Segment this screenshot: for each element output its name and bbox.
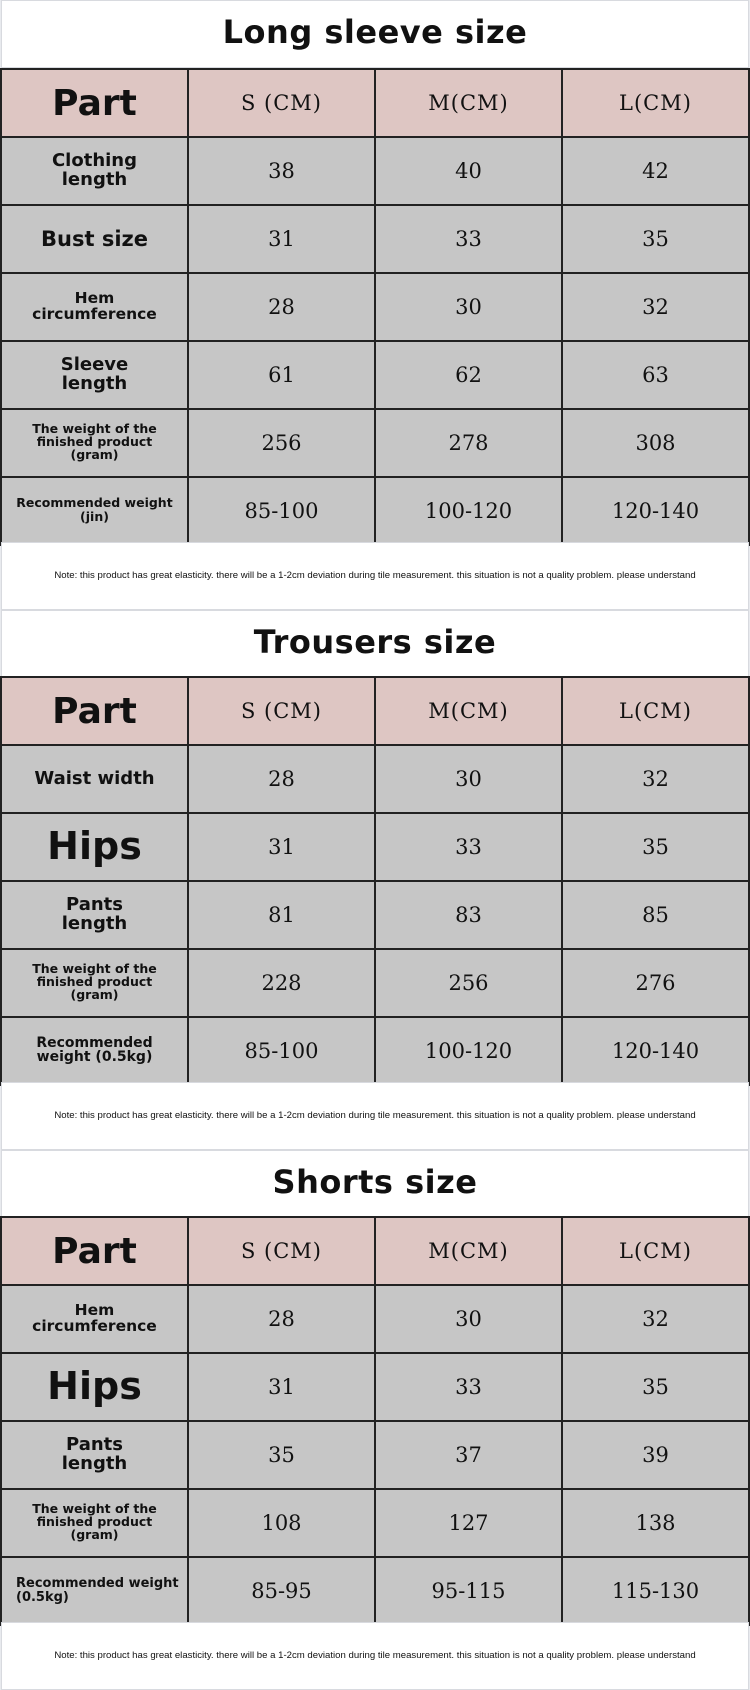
table-row [1,949,749,1017]
header-size-m: M(CM) [375,69,562,137]
value-s: 85-100 [188,1017,375,1085]
row-label: Sleeve length [1,341,188,409]
long-sleeve-size-table [0,68,750,546]
value-m: 33 [375,1353,562,1421]
value-s: 256 [188,409,375,477]
header-size-s: S (CM) [188,1217,375,1285]
table-row [1,1421,749,1489]
row-label: The weight of the finished product (gram) [1,409,188,477]
value-s: 31 [188,205,375,273]
value-l: 35 [562,813,749,881]
table-row [1,881,749,949]
elasticity-note: Note: this product has great elasticity. there will be a 1-2cm deviation during tile measurement. this situation is not a quality problem. please understand [54,570,696,581]
table-row [1,205,749,273]
value-m: 30 [375,1285,562,1353]
row-label: Recommended weight (jin) [1,477,188,545]
value-s: 35 [188,1421,375,1489]
value-l: 32 [562,1285,749,1353]
table-header-row [1,677,749,745]
value-s: 81 [188,881,375,949]
table-row [1,137,749,205]
header-size-m: M(CM) [375,1217,562,1285]
value-s: 28 [188,273,375,341]
value-l: 32 [562,745,749,813]
value-m: 83 [375,881,562,949]
row-label: Hem circumference [1,1285,188,1353]
value-s: 28 [188,1285,375,1353]
elasticity-note: Note: this product has great elasticity. there will be a 1-2cm deviation during tile measurement. this situation is not a quality problem. please understand [54,1110,696,1121]
header-size-l: L(CM) [562,677,749,745]
trousers-title: Trousers size [253,623,497,661]
table-header-row [1,69,749,137]
table-row [1,409,749,477]
shorts-title: Shorts size [272,1163,478,1201]
value-l: 39 [562,1421,749,1489]
value-m: 37 [375,1421,562,1489]
value-m: 40 [375,137,562,205]
row-label: Recommended weight (0.5kg) [1,1557,188,1625]
value-l: 63 [562,341,749,409]
value-s: 31 [188,1353,375,1421]
value-s: 28 [188,745,375,813]
row-label: Pants length [1,1421,188,1489]
header-size-m: M(CM) [375,677,562,745]
value-m: 33 [375,813,562,881]
table-row [1,745,749,813]
row-label: Pants length [1,881,188,949]
row-label: Bust size [1,205,188,273]
value-l: 32 [562,273,749,341]
value-m: 100-120 [375,1017,562,1085]
value-m: 62 [375,341,562,409]
header-part [1,69,188,137]
value-m: 95-115 [375,1557,562,1625]
value-s: 228 [188,949,375,1017]
value-m: 33 [375,205,562,273]
value-m: 278 [375,409,562,477]
table-row [1,1557,749,1625]
value-l: 115-130 [562,1557,749,1625]
value-s: 108 [188,1489,375,1557]
row-label: The weight of the finished product (gram) [1,949,188,1017]
value-l: 35 [562,205,749,273]
value-m: 30 [375,745,562,813]
value-s: 85-95 [188,1557,375,1625]
row-label: Clothing length [1,137,188,205]
value-l: 42 [562,137,749,205]
value-s: 61 [188,341,375,409]
header-part: Part [1,1217,188,1285]
table-row [1,813,749,881]
table-row [1,1017,749,1085]
elasticity-note: Note: this product has great elasticity. there will be a 1-2cm deviation during tile measurement. this situation is not a quality problem. please understand [54,1650,696,1661]
table-row [1,341,749,409]
trousers-size-table [0,676,750,1086]
long-sleeve-title: Long sleeve size [222,13,528,51]
header-size-s: S (CM) [188,677,375,745]
row-label: Hips [1,1353,188,1421]
value-m: 30 [375,273,562,341]
table-row [1,1353,749,1421]
header-size-l: L(CM) [562,1217,749,1285]
value-m: 127 [375,1489,562,1557]
header-size-s: S (CM) [188,69,375,137]
table-row [1,477,749,545]
value-s: 38 [188,137,375,205]
value-l: 85 [562,881,749,949]
value-s: 31 [188,813,375,881]
table-header-row [1,1217,749,1285]
value-l: 138 [562,1489,749,1557]
row-label: Hips [1,813,188,881]
header-part-label: Part [52,82,137,124]
row-label: Hem circumference [1,273,188,341]
value-m: 100-120 [375,477,562,545]
value-l: 35 [562,1353,749,1421]
table-row [1,273,749,341]
header-size-l: L(CM) [562,69,749,137]
value-m: 256 [375,949,562,1017]
table-row [1,1285,749,1353]
value-l: 308 [562,409,749,477]
header-part: Part [1,677,188,745]
row-label: Recommended weight (0.5kg) [1,1017,188,1085]
table-row [1,1489,749,1557]
row-label: Waist width [1,745,188,813]
value-s: 85-100 [188,477,375,545]
row-label: The weight of the finished product (gram) [1,1489,188,1557]
shorts-size-table [0,1216,750,1626]
value-l: 120-140 [562,477,749,545]
value-l: 120-140 [562,1017,749,1085]
value-l: 276 [562,949,749,1017]
